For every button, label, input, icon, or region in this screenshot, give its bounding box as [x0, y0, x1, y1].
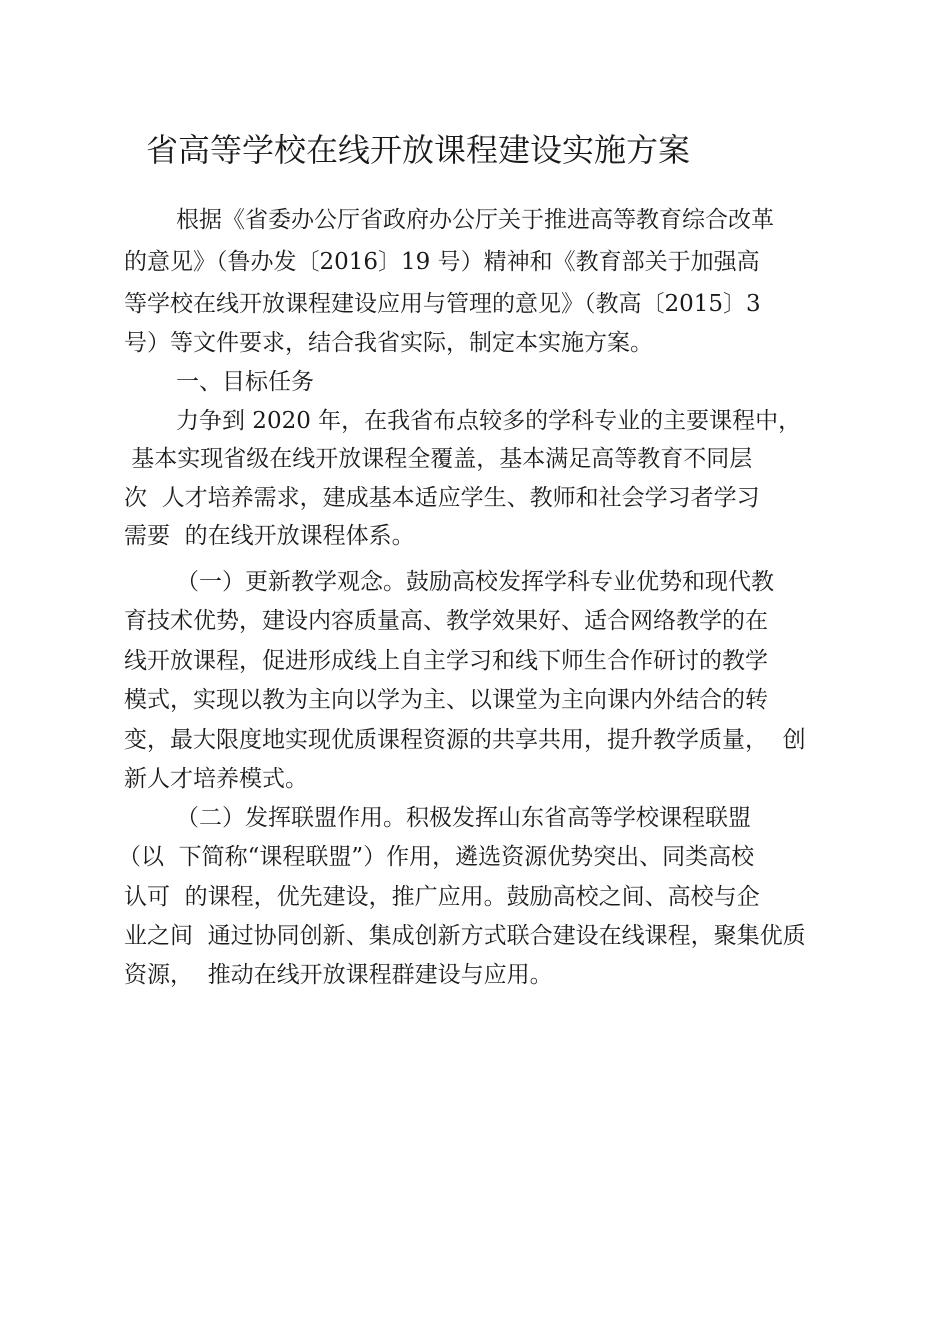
paragraph-line: （二）发挥联盟作用。积极发挥山东省高等学校课程联盟: [176, 805, 751, 831]
paragraph-line: 育技术优势，建设内容质量高、教学效果好、适合网络教学的在: [124, 608, 768, 634]
paragraph-line: 等学校在线开放课程建设应用与管理的意见》（教高〔2015〕3: [124, 291, 761, 317]
document-title: 省高等学校在线开放课程建设实施方案: [146, 131, 691, 169]
paragraph-line: 新人才培养模式。: [124, 766, 308, 792]
paragraph-line: （一）更新教学观念。鼓励高校发挥学科专业优势和现代教: [176, 569, 774, 595]
paragraph-line: 次 人才培养需求，建成基本适应学生、教师和社会学习者学习: [124, 485, 760, 511]
paragraph-line: 基本实现省级在线开放课程全覆盖，基本满足高等教育不同层: [124, 446, 753, 472]
paragraph-line: 根据《省委办公厅省政府办公厅关于推进高等教育综合改革: [176, 207, 774, 233]
paragraph-line: 业之间 通过协同创新、集成创新方式联合建设在线课程，聚集优质: [124, 923, 806, 949]
paragraph-line: 资源， 推动在线开放课程群建设与应用。: [124, 962, 553, 988]
paragraph-line: 的意见》（鲁办发〔2016〕19 号）精神和《教育部关于加强高: [124, 249, 760, 275]
paragraph-line: 模式，实现以教为主向以学为主、以课堂为主向课内外结合的转: [124, 687, 768, 713]
paragraph-line: 变，最大限度地实现优质课程资源的共享共用，提升教学质量， 创: [124, 727, 806, 753]
paragraph-line: 线开放课程，促进形成线上自主学习和线下师生合作研讨的教学: [124, 648, 768, 674]
paragraph-line: （以 下简称“课程联盟”）作用，遴选资源优势突出、同类高校: [118, 844, 755, 870]
paragraph-line: 力争到 2020 年，在我省布点较多的学科专业的主要课程中，: [176, 408, 802, 434]
paragraph-line: 认可 的课程，优先建设，推广应用。鼓励高校之间、高校与企: [124, 884, 760, 910]
paragraph-line: 号）等文件要求，结合我省实际，制定本实施方案。: [124, 330, 653, 356]
section-heading: 一、目标任务: [176, 369, 314, 395]
paragraph-line: 需要 的在线开放课程体系。: [124, 523, 415, 549]
